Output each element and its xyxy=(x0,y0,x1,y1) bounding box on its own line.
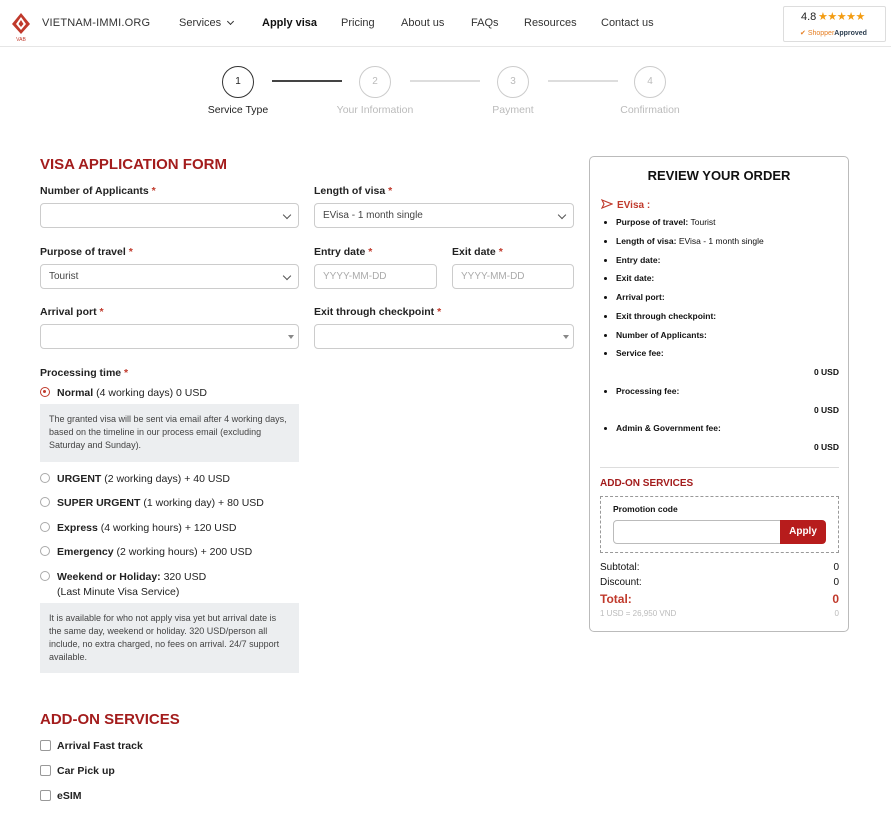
step-line-1 xyxy=(272,80,342,82)
option-normal-name: Normal xyxy=(57,387,94,399)
review-entry xyxy=(616,255,660,265)
nav-services[interactable] xyxy=(179,17,233,29)
step-line-2 xyxy=(410,80,480,82)
total-value: 0 xyxy=(832,592,839,606)
option-super-urgent-detail: (1 working day) + 80 USD xyxy=(140,497,264,509)
brand-logo-icon[interactable] xyxy=(11,12,31,42)
apply-promo-button[interactable]: Apply xyxy=(780,520,826,544)
review-service-fee-label: Service fee: xyxy=(616,348,664,358)
review-processing-fee-label: Processing fee: xyxy=(616,386,680,396)
step-2-label: Your Information xyxy=(336,104,414,116)
purpose-label-text: Purpose of travel xyxy=(40,246,126,258)
addon-esim-label[interactable]: eSIM xyxy=(57,790,82,802)
required-mark: * xyxy=(124,367,129,379)
option-express-name: Express xyxy=(57,522,98,534)
total-label: Total: xyxy=(600,592,632,606)
review-title: REVIEW YOUR ORDER xyxy=(647,168,791,183)
option-weekend[interactable] xyxy=(57,571,206,583)
subtotal-label: Subtotal: xyxy=(600,562,640,573)
review-arrival xyxy=(616,292,665,302)
option-express[interactable] xyxy=(57,522,236,534)
radio-emergency[interactable] xyxy=(40,546,50,556)
chevron-down-icon xyxy=(283,272,291,280)
applicants-select[interactable] xyxy=(40,203,299,228)
arrival-label xyxy=(40,306,104,318)
form-title: VISA APPLICATION FORM xyxy=(40,156,227,173)
weekend-info-note: It is available for who not apply visa yet but arrival date is the same day, weekend or holiday. 320 USD/person all include, no extra charged, no fees on arrival. 24/7 support available. xyxy=(40,603,299,673)
nav-faqs[interactable]: FAQs xyxy=(471,17,499,29)
entry-label xyxy=(314,246,372,258)
chevron-down-icon xyxy=(227,18,234,25)
checkpoint-label-text: Exit through checkpoint xyxy=(314,306,435,318)
review-purpose xyxy=(616,217,716,227)
purpose-value: Tourist xyxy=(49,271,79,282)
exit-label xyxy=(452,246,503,258)
discount-label: Discount: xyxy=(600,577,642,588)
step-2-circle: 2 xyxy=(359,66,391,98)
option-normal[interactable] xyxy=(57,387,207,399)
exit-date-input[interactable]: YYYY-MM-DD xyxy=(452,264,574,289)
nav-about[interactable]: About us xyxy=(401,17,445,29)
checkbox-car-pickup[interactable] xyxy=(40,765,51,776)
review-length xyxy=(616,236,764,246)
review-applicants-label: Number of Applicants: xyxy=(616,330,707,340)
option-super-urgent[interactable] xyxy=(57,497,264,509)
rating-score: 4.8 xyxy=(801,11,817,23)
option-urgent-name: URGENT xyxy=(57,473,102,485)
option-weekend-detail: 320 USD xyxy=(160,571,207,583)
radio-urgent[interactable] xyxy=(40,473,50,483)
entry-label-text: Entry date xyxy=(314,246,366,258)
review-exit xyxy=(616,273,654,283)
review-length-label: Length of visa: xyxy=(616,236,677,246)
addons-title: ADD-ON SERVICES xyxy=(40,711,180,728)
exchange-value: 0 xyxy=(834,609,839,618)
option-emergency[interactable] xyxy=(57,546,252,558)
option-super-urgent-name: SUPER URGENT xyxy=(57,497,141,509)
step-4-label: Confirmation xyxy=(620,104,680,116)
step-1-label: Service Type xyxy=(207,104,269,116)
caret-down-icon xyxy=(288,335,294,339)
normal-info-note: The granted visa will be sent via email after 4 working days, based on the timeline in our process email (excluding Saturday and Sunday). xyxy=(40,404,299,462)
review-entry-label: Entry date: xyxy=(616,255,661,265)
length-label xyxy=(314,185,392,197)
purpose-select[interactable] xyxy=(40,264,299,289)
processing-label xyxy=(40,367,128,379)
logo-caption: VAB xyxy=(16,37,26,42)
provider-b: Approved xyxy=(834,30,867,37)
review-checkpoint xyxy=(616,311,716,321)
service-fee-amount: 0 USD xyxy=(813,367,839,377)
required-mark: * xyxy=(151,185,156,197)
review-admin-fee-label: Admin & Government fee: xyxy=(616,423,721,433)
shopper-approved-badge[interactable] xyxy=(783,6,886,42)
rating-stars-icon: ★★★★★ xyxy=(818,11,865,23)
subtotal-value: 0 xyxy=(833,562,839,573)
nav-services-label: Services xyxy=(179,17,222,29)
evisa-label: EVisa : xyxy=(617,200,651,211)
required-mark: * xyxy=(99,306,104,318)
checkpoint-label xyxy=(314,306,441,318)
review-addon-title: ADD-ON SERVICES xyxy=(600,478,694,489)
option-urgent-detail: (2 working days) + 40 USD xyxy=(101,473,231,485)
admin-fee-amount: 0 USD xyxy=(813,442,839,452)
review-arrival-label: Arrival port: xyxy=(616,292,665,302)
radio-super-urgent[interactable] xyxy=(40,497,50,507)
brand-name[interactable]: VIETNAM-IMMI.ORG xyxy=(42,17,151,29)
option-express-detail: (4 working hours) + 120 USD xyxy=(97,522,237,534)
promo-label: Promotion code xyxy=(613,504,678,514)
required-mark: * xyxy=(437,306,442,318)
review-admin-fee xyxy=(616,423,721,433)
review-service-fee xyxy=(616,348,664,358)
option-weekend-name: Weekend or Holiday: xyxy=(57,571,161,583)
review-purpose-label: Purpose of travel: xyxy=(616,217,689,227)
required-mark: * xyxy=(368,246,373,258)
nav-resources[interactable]: Resources xyxy=(524,17,577,29)
review-order-panel xyxy=(589,156,849,632)
promo-input[interactable] xyxy=(613,520,781,544)
entry-date-input[interactable]: YYYY-MM-DD xyxy=(314,264,437,289)
chevron-down-icon xyxy=(558,211,566,219)
option-emergency-detail: (2 working hours) + 200 USD xyxy=(113,546,253,558)
checkbox-fast-track[interactable] xyxy=(40,740,51,751)
processing-label-text: Processing time xyxy=(40,367,122,379)
review-applicants xyxy=(616,330,707,340)
processing-fee-amount: 0 USD xyxy=(813,405,839,415)
option-weekend-sub: (Last Minute Visa Service) xyxy=(57,586,180,598)
divider xyxy=(600,467,839,468)
shopper-approved-label: ✔ ShopperApproved xyxy=(800,30,867,37)
option-normal-detail: (4 working days) 0 USD xyxy=(93,387,207,399)
caret-down-icon xyxy=(563,335,569,339)
exchange-rate: 1 USD = 26,950 VND xyxy=(600,609,677,618)
required-mark: * xyxy=(128,246,133,258)
applicants-label xyxy=(40,185,156,197)
step-4-circle: 4 xyxy=(634,66,666,98)
review-checkpoint-label: Exit through checkpoint: xyxy=(616,311,717,321)
nav-apply-visa[interactable]: Apply visa xyxy=(262,17,318,29)
applicants-label-text: Number of Applicants xyxy=(40,185,149,197)
site-header xyxy=(0,0,891,47)
discount-value: 0 xyxy=(833,577,839,588)
purpose-label xyxy=(40,246,133,258)
arrival-label-text: Arrival port xyxy=(40,306,97,318)
step-line-3 xyxy=(548,80,618,82)
radio-normal[interactable] xyxy=(40,387,50,397)
nav-pricing[interactable]: Pricing xyxy=(341,17,375,29)
option-emergency-name: Emergency xyxy=(57,546,114,558)
review-evisa xyxy=(601,199,650,211)
chevron-down-icon xyxy=(283,211,291,219)
checkbox-esim[interactable] xyxy=(40,790,51,801)
review-length-value: EVisa - 1 month single xyxy=(676,236,764,246)
review-exit-label: Exit date: xyxy=(616,273,655,283)
radio-weekend[interactable] xyxy=(40,571,50,581)
radio-express[interactable] xyxy=(40,522,50,532)
review-purpose-value: Tourist xyxy=(688,217,716,227)
addon-fast-track-label[interactable]: Arrival Fast track xyxy=(57,740,143,752)
option-urgent[interactable] xyxy=(57,473,230,485)
step-3-label: Payment xyxy=(492,104,534,116)
review-processing-fee xyxy=(616,386,679,396)
step-1-circle[interactable]: 1 xyxy=(222,66,254,98)
exit-label-text: Exit date xyxy=(452,246,496,258)
provider-a: Shopper xyxy=(807,30,835,37)
length-label-text: Length of visa xyxy=(314,185,386,197)
promo-box xyxy=(600,496,839,553)
nav-contact[interactable]: Contact us xyxy=(601,17,654,29)
send-icon xyxy=(601,199,613,209)
length-select[interactable] xyxy=(314,203,574,228)
addon-car-pickup-label[interactable]: Car Pick up xyxy=(57,765,115,777)
required-mark: * xyxy=(388,185,393,197)
arrival-port-select[interactable] xyxy=(40,324,299,349)
required-mark: * xyxy=(498,246,503,258)
step-3-circle: 3 xyxy=(497,66,529,98)
length-value: EVisa - 1 month single xyxy=(323,210,423,221)
checkpoint-select[interactable] xyxy=(314,324,574,349)
